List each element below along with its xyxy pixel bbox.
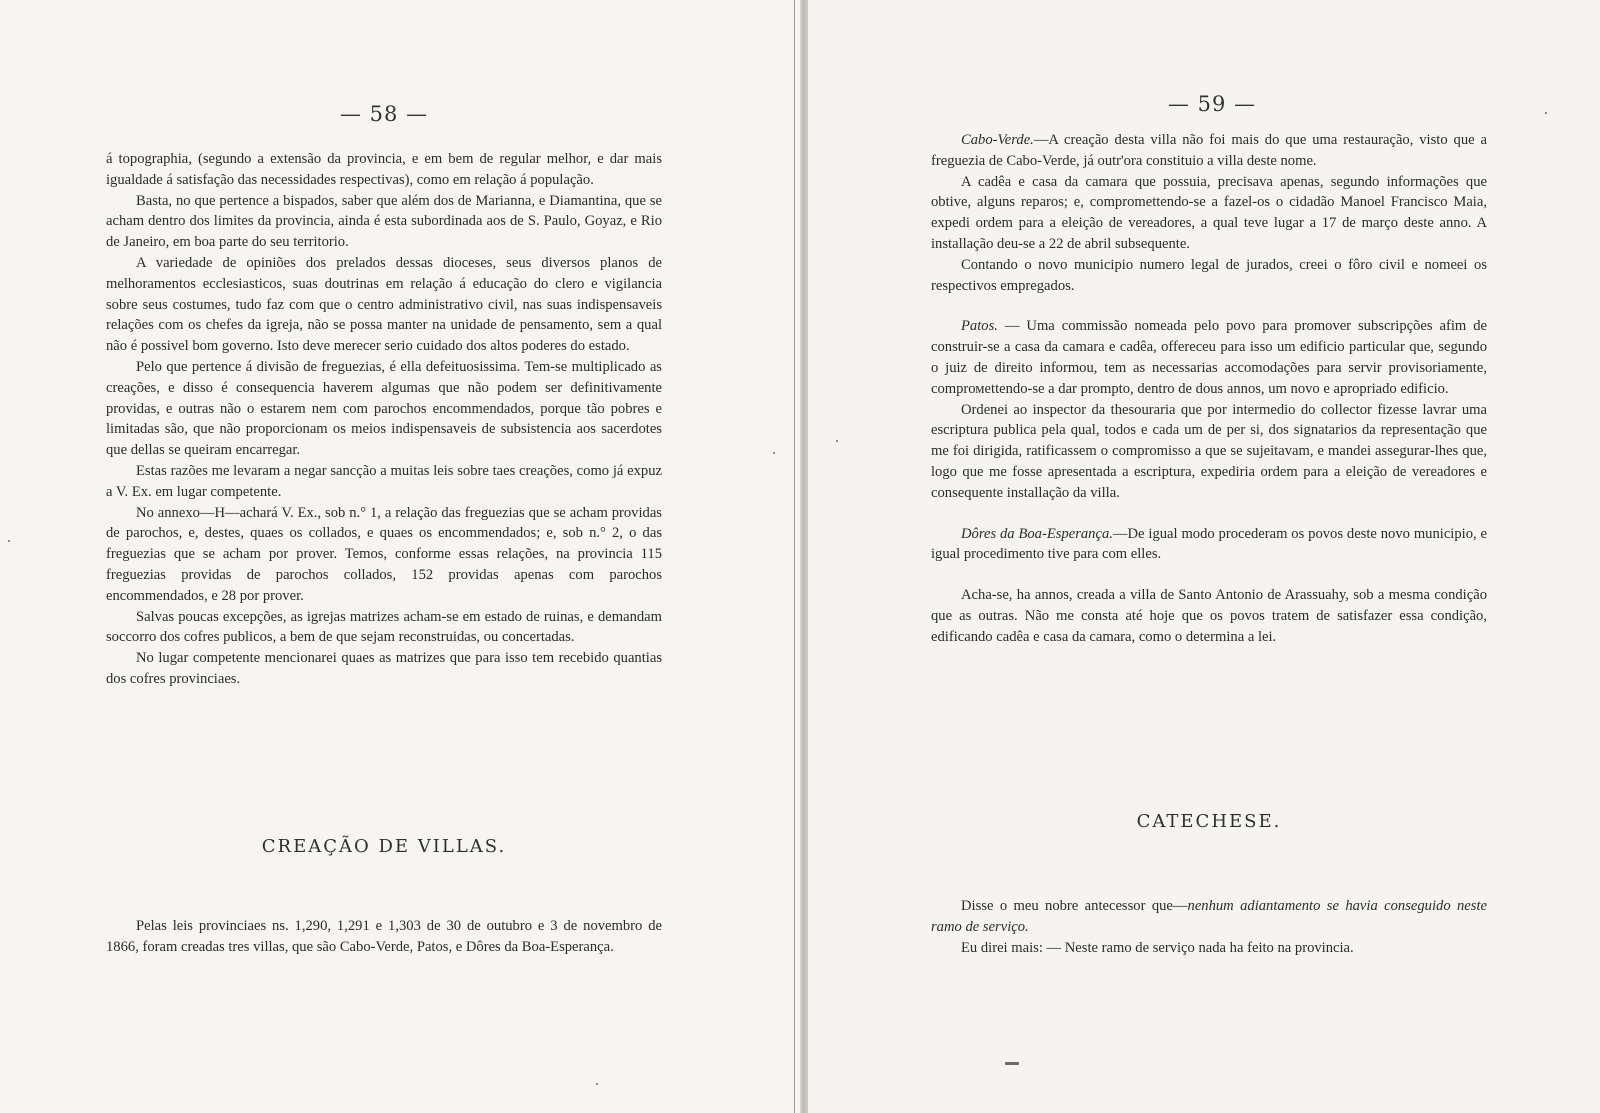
scan-speck	[1005, 1062, 1019, 1065]
text-dores-procederam: —De igual modo procederam os povos deste novo municipio, e igual procedimento tive para com elles.	[931, 525, 1488, 563]
label-patos: Patos.	[961, 318, 998, 335]
paragraph-dores	[931, 524, 1487, 566]
text-antecessor-quote: nenhum adiantamento se havia conseguido neste ramo de serviço.	[931, 898, 1487, 935]
right-page	[808, 0, 1600, 1113]
paragraph-bispados: Basta, no que pertence a bispados, saber que além dos de Marianna, e Diamantina, que se acham dentro dos limites da provincia, ainda é esta subordinada aos de S. Paulo, Goyaz, e Rio de Janeiro, em boa parte do seu territorio.	[106, 192, 662, 251]
text-cabo-verde-restauracao: —A creação desta villa não foi mais do que uma restauração, visto que a freguezia de Cabo-Verde, já outr'ora constituio a villa deste nome.	[931, 132, 1487, 169]
scan-speck	[596, 1083, 598, 1085]
paragraph-patos	[931, 316, 1487, 399]
scan-speck	[773, 452, 775, 454]
left-page-body	[106, 149, 662, 690]
book-gutter	[800, 0, 808, 1113]
paragraph-razoes: Estas razões me levaram a negar sancção a muitas leis sobre taes creações, como já expuz a V. Ex. em lugar competente.	[106, 462, 662, 500]
paragraph-cabo-verde	[931, 130, 1487, 172]
page-number-59: — 59 —	[1168, 92, 1257, 116]
scan-speck	[8, 540, 10, 542]
paragraph-annexo: No annexo—H—achará V. Ex., sob n.° 1, a relação das freguezias que se acham providas de parochos, e, destes, quaes os collados, e quaes os encommendados; e, sob n.° 2, o das freguezias que se acham por prover. Temos, conforme essas relações, na provincia 115 freguezias providas de parochos collados, 152 providas apenas com parochos encommendados, e 28 por prover.	[106, 504, 662, 604]
paragraph-leis-provinciaes-container	[106, 916, 662, 958]
label-cabo-verde: Cabo-Verde.	[961, 132, 1034, 148]
page-edge-line	[794, 0, 795, 1113]
page-number-58: — 58 —	[340, 102, 429, 126]
paragraph-antecessor	[931, 896, 1487, 938]
paragraph-lugar-competente: No lugar competente mencionarei quaes as matrizes que para isso tem recebido quantias dos cofres provinciaes.	[106, 650, 662, 687]
scan-speck	[836, 440, 838, 442]
paragraph-topographia: á topographia, (segundo a extensão da provincia, e em bem de regular melhor, e dar mais igualdade á satisfação das necessidades respectivas), como em relação á população.	[106, 151, 662, 188]
paragraph-ordenei: Ordenei ao inspector da thesouraria que por intermedio do collector fizesse lavrar uma escriptura publica pela qual, todos e cada um de per si, dos signatarios da representação que me foi dirigida, ratificassem o compromisso a que se sujeitavam, e mandei assegurar-lhes que, logo que me fosse apresentada a escriptura, expediria ordem para a eleição de vereadores e consequente installação da villa.	[931, 401, 1487, 501]
scan-speck	[1545, 112, 1547, 114]
paragraph-prelados: A variedade de opiniões dos prelados dessas dioceses, seus diversos planos de melhoramentos ecclesiasticos, suas doutrinas em relação á educação do clero e vigilancia sobre seus costumes, tudo faz com que o centro administrativo civil, nas suas indispensaveis relações com os chefes da igreja, não se possa manter na unidade de pensamento, sem a qual não é possivel bom governo. Isto deve merecer serio cuidado dos altos poderes do estado.	[106, 254, 662, 355]
text-antecessor-lead: Disse o meu nobre antecessor que—	[961, 898, 1188, 914]
heading-catechese: CATECHESE.	[1136, 811, 1282, 832]
text-patos-commissao: — Uma commissão nomeada pelo povo para promover subscripções afim de construir-se a casa da camara e cadêa, offereceu para isso um edificio particular que, segundo o juiz de direito informou, tem as necessarias accomodações para servir provisoriamente, comprомettendo-se a dar prompto, dentro de dous annos, um novo e apropriado edificio.	[931, 318, 1487, 397]
label-dores: Dôres da Boa-Esperança.	[961, 525, 1113, 542]
paragraph-leis-provinciaes: Pelas leis provinciaes ns. 1,290, 1,291 e 1,303 de 30 de outubro e 3 de novembro de 1866, foram creadas tres villas, que são Cabo-Verde, Patos, e Dôres da Boa-Esperança.	[106, 918, 662, 955]
paragraph-cadea-cabo-verde: A cadêa e casa da camara que possuia, precisava apenas, segundo informações que obtive, alguns reparos; e, compromettendo-se a fazel-os o cidadão Manoel Francisco Maia, expedi ordem para a eleição de vereadores, a qual teve lugar a 17 de março deste anno. A installação deu-se a 22 de abril subsequente.	[931, 173, 1487, 252]
heading-creacao-de-villas: CREAÇÃO DE VILLAS.	[261, 836, 507, 857]
paragraph-freguezias: Pelo que pertence á divisão de freguezias, é ella defeituosissima. Tem-se multiplicado as creações, e disso é consequencia haverem algumas que não podem ser definitivamente providas, e outras não o estarem nem com parochos encommendados, porque tão pobres e limitadas são, que não proporcionam os meios indispensaveis de subsistencia aos sacerdotes que dellas se queiram encarregar.	[106, 358, 662, 459]
catechese-body	[931, 896, 1487, 958]
paragraph-foro-civil: Contando o novo municipio numero legal de jurados, creei o fôro civil e nomeei os respectivos empregados.	[931, 256, 1487, 294]
paragraph-arassuahy: Acha-se, ha annos, creada a villa de Santo Antonio de Arassuahy, sob a mesma condição que as outras. Não me consta até hoje que os povos tratem de satisfazer essa condição, edificando cadêa e casa da camara, como o determina a lei.	[931, 587, 1487, 645]
right-page-body	[931, 130, 1487, 648]
paragraph-direi-mais: Eu direi mais: — Neste ramo de serviço nada ha feito na provincia.	[961, 939, 1354, 956]
paragraph-matrizes-ruinas: Salvas poucas excepções, as igrejas matrizes acham-se em estado de ruinas, e demandam soccorro dos cofres publicos, a bem de que sejam reconstruidas, ou concertadas.	[106, 608, 662, 646]
